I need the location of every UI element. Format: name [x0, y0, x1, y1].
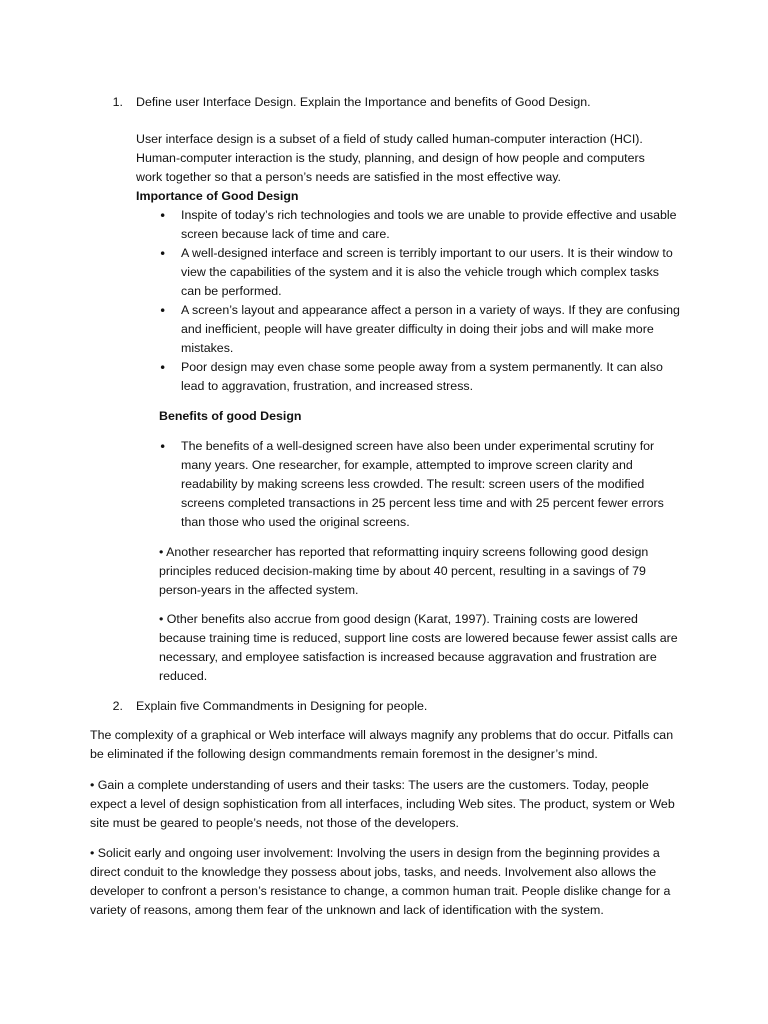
benefits-bullet-list	[159, 437, 681, 532]
question-1-title: Define user Interface Design. Explain the Importance and benefits of Good Design.	[136, 95, 591, 109]
importance-heading: Importance of Good Design	[136, 189, 299, 203]
question-2-number: 2.	[112, 699, 123, 713]
importance-bullet-4	[159, 358, 681, 396]
bullet-marker: •	[159, 208, 167, 223]
importance-bullet-3	[159, 301, 681, 358]
question-2-intro: The complexity of a graphical or Web interface will always magnify any problems that do occur. Pitfalls can be eliminated if the following design commandments remain foremost in the designer’s mind.	[90, 728, 674, 761]
commandment-paragraph-1: • Gain a complete understanding of users and their tasks: The users are the customers. Today, people expect a level of design sophistication from all interfaces, including Web sites. The product, system or Web site must be geared to people’s needs, not those of the developers.	[90, 778, 675, 830]
importance-bullet-1	[159, 206, 681, 244]
question-1-number: 1.	[112, 95, 123, 109]
benefits-bullet-1-text: The benefits of a well-designed screen have also been under experimental scrutiny for many years. One researcher, for example, attempted to improve screen clarity and readability by making screens less crowded. The result: screen users of the modified screens completed transactions in 25 percent less time and with 25 percent fewer errors than those who used the original screens.	[181, 439, 664, 529]
question-1-intro: User interface design is a subset of a field of study called human-computer interaction (HCI). Human-computer interaction is the study, planning, and design of how people and computers work together so that a person’s needs are satisfied in the most effective way.	[136, 132, 645, 184]
question-2-title: Explain five Commandments in Designing for people.	[136, 699, 428, 713]
importance-bullet-3-text: A screen’s layout and appearance affect a person in a variety of ways. If they are confusing and inefficient, people will have greater difficulty in doing their jobs and will make more mistakes.	[181, 303, 680, 355]
importance-bullet-4-text: Poor design may even chase some people away from a system permanently. It can also lead to aggravation, frustration, and increased stress.	[181, 360, 663, 393]
importance-bullet-2-text: A well-designed interface and screen is terribly important to our users. It is their window to view the capabilities of the system and it is also the vehicle trough which complex tasks can be performed.	[181, 246, 673, 298]
benefits-heading: Benefits of good Design	[159, 409, 302, 423]
bullet-marker: •	[159, 360, 167, 375]
benefits-paragraph-2: • Other benefits also accrue from good design (Karat, 1997). Training costs are lowered because training time is reduced, support line costs are lowered because fewer assist calls are necessary, and employee satisfaction is increased because aggravation and frustration are reduced.	[159, 612, 678, 683]
importance-bullet-2	[159, 244, 681, 301]
commandment-paragraph-2: • Solicit early and ongoing user involvement: Involving the users in design from the beginning provides a direct conduit to the knowledge they possess about jobs, tasks, and needs. Involvement also allows the developer to confront a person’s resistance to change, a common human trait. People dislike change for a variety of reasons, among them fear of the unknown and lack of identification with the system.	[90, 846, 671, 917]
bullet-marker: •	[159, 246, 167, 261]
importance-bullet-1-text: Inspite of today’s rich technologies and tools we are unable to provide effective and usable screen because lack of time and care.	[181, 208, 677, 241]
bullet-marker: •	[159, 303, 167, 318]
benefits-bullet-1	[159, 437, 681, 532]
importance-bullet-list	[159, 206, 681, 396]
bullet-marker: •	[159, 439, 167, 454]
benefits-paragraph-1: • Another researcher has reported that reformatting inquiry screens following good design principles reduced decision-making time by about 40 percent, resulting in a savings of 79 person-years in the affected system.	[159, 545, 649, 597]
